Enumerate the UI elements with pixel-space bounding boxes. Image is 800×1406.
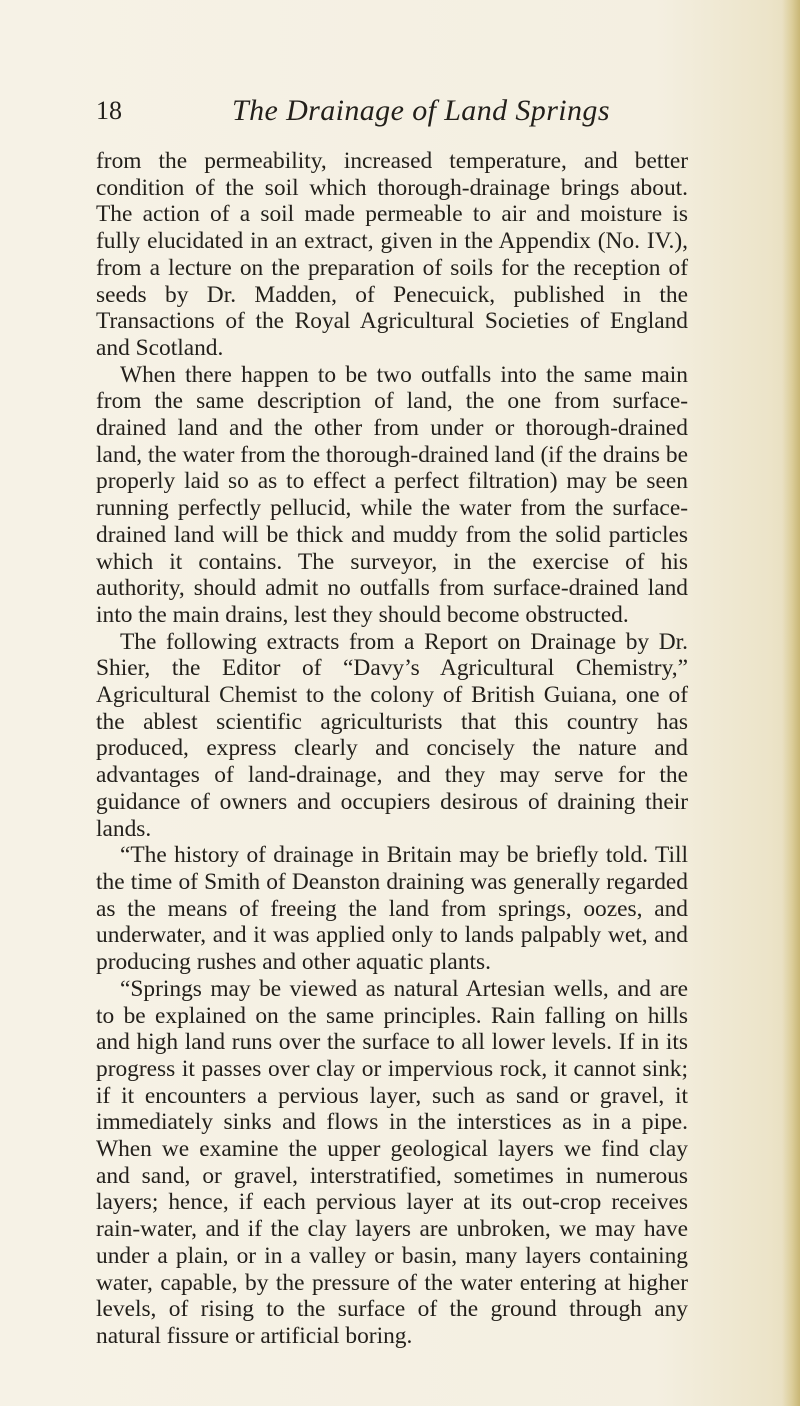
paragraph-continued: from the permeability, increased temperature, and better condition of the soil which thorough-drainage brings about. The action of a soil made permeable to air and moisture is fully elucidated in an extract, given in the Appendix (No. IV.), from a lecture on the preparation of soils for the reception of seeds by Dr. Madden, of Penecuick, published in the Transactions of the Royal Agricultural Societies of England and Scotland. bbox=[96, 148, 688, 361]
paragraph-shier-extracts: The following extracts from a Report on Drainage by Dr. Shier, the Editor of “Davy’s Agricultural Chemistry,” Agricultural Chemist to the colony of British Guiana, one of the ablest scientific agriculturists that this country has produced, express clearly and concisely the nature and advantages of land-drainage, and they may serve for the guidance of owners and occupiers desirous of draining their lands. bbox=[96, 628, 688, 842]
paragraph-history-of-drainage: “The history of drainage in Britain may be briefly told. Till the time of Smith of Deanston draining was generally regarded as the means of freeing the land from springs, oozes, and underwater, and it was applied only to lands palpably wet, and producing rushes and other aquatic plants. bbox=[96, 842, 688, 976]
paragraph-springs: “Springs may be viewed as natural Artesian wells, and are to be explained on the same principles. Rain falling on hills and high land runs over the surface to all lower levels. If in its progress it passes over clay or impervious rock, it cannot sink; if it encounters a pervious layer, such as sand or gravel, it immediately sinks and flows in the interstices as in a pipe. When we examine the upper geological layers we find clay and sand, or gravel, interstratified, sometimes in numerous layers; hence, if each pervious layer at its out-crop receives rain-water, and if the clay layers are unbroken, we may have under a plain, or in a valley or basin, many layers containing water, capable, by the pressure of the water entering at higher levels, of rising to the surface of the ground through any natural fissure or artificial boring. bbox=[96, 975, 688, 1349]
paragraph-outfalls: When there happen to be two outfalls into the same main from the same description of land, the one from surface-drained land and the other from under or thorough-drained land, the water from the thorough-drained land (if the drains be properly laid so as to effect a perfect filtration) may be seen running perfectly pellucid, while the water from the surface-drained land will be thick and muddy from the solid particles which it contains. The surveyor, in the exercise of his authority, should admit no outfalls from surface-drained land into the main drains, lest they should become obstructed. bbox=[96, 361, 688, 628]
page-number: 18 bbox=[96, 96, 122, 125]
running-title: The Drainage of Land Springs bbox=[232, 94, 610, 127]
page-header bbox=[96, 94, 656, 140]
body-text bbox=[96, 148, 688, 1350]
page-gutter-shadow bbox=[782, 0, 800, 1406]
